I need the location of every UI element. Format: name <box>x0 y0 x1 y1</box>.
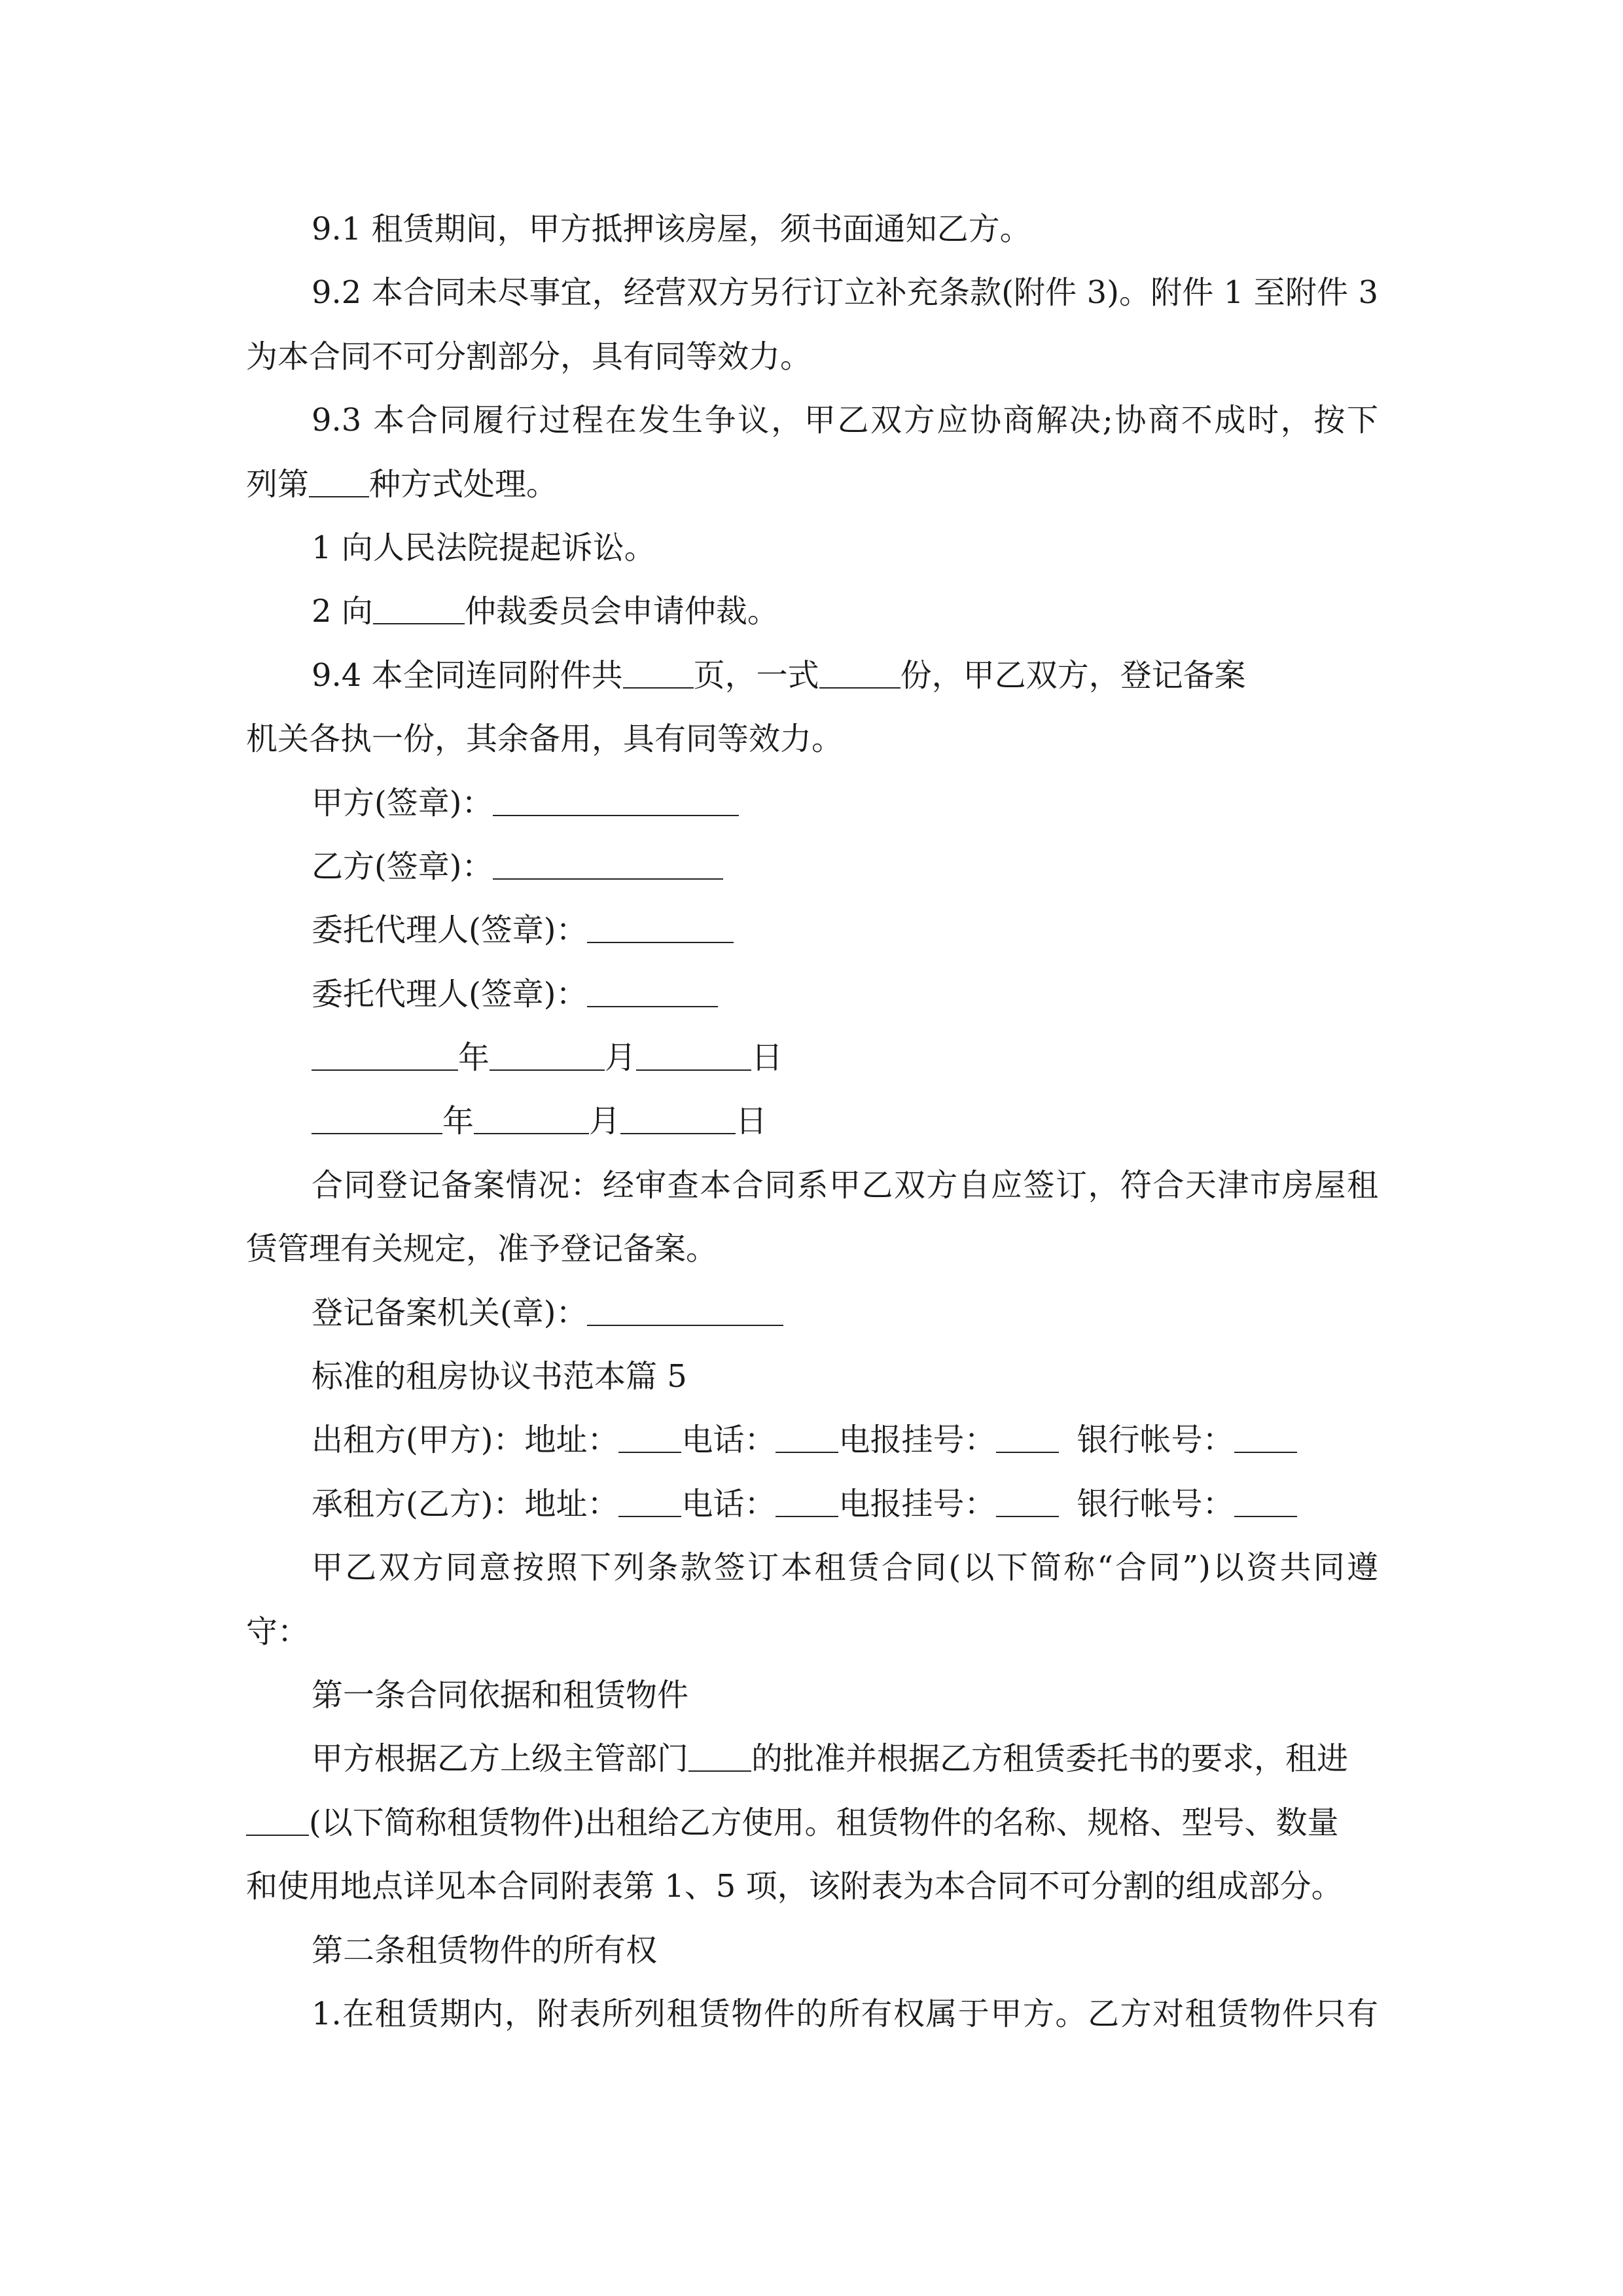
lessor-info <box>246 1408 1378 1472</box>
phone-blank[interactable] <box>776 1451 838 1453</box>
clause-9-3: 9.3 本合同履行过程在发生争议，甲乙双方应协商解决;协商不成时，按下 <box>312 402 1378 439</box>
text: 出租方(甲方)：地址： <box>312 1422 619 1459</box>
signature-blank[interactable] <box>493 814 739 816</box>
blank-field[interactable] <box>623 687 694 689</box>
text: 2 向 <box>312 593 373 630</box>
text: 年 <box>458 1039 490 1077</box>
text: 承租方(乙方)：地址： <box>312 1485 619 1522</box>
telegram-blank[interactable] <box>996 1451 1059 1453</box>
text: 的批准并根据乙方租赁委托书的要求，租进 <box>751 1740 1349 1778</box>
text: 委托代理人(签章)： <box>312 975 588 1013</box>
text: 仲裁委员会申请仲裁。 <box>464 593 779 630</box>
signature-blank[interactable] <box>587 1005 718 1007</box>
year-blank[interactable] <box>312 1132 442 1134</box>
article-2-item-1: 1.在租赁期内，附表所列租赁物件的所有权属于甲方。乙方对租赁物件只有 <box>312 1995 1378 2032</box>
registration-status: 合同登记备案情况：经审查本合同系甲乙双方自应签订，符合天津市房屋租 <box>312 1166 1378 1204</box>
text: 电话： <box>681 1422 776 1459</box>
text: 电报挂号： <box>838 1485 996 1522</box>
option-2 <box>246 580 1378 643</box>
text: 页，一式 <box>693 656 819 694</box>
agreement-intro-cont: 守： <box>246 1613 310 1650</box>
text: 乙方(签章)： <box>312 848 493 885</box>
agreement-intro: 甲乙双方同意按照下列条款签订本租赁合同(以下简称“合同”)以资共同遵 <box>312 1549 1378 1587</box>
text: 银行帐号： <box>1077 1485 1234 1522</box>
address-blank[interactable] <box>618 1451 681 1453</box>
bank-account-blank[interactable] <box>1234 1451 1297 1453</box>
clause-9-3-cont <box>246 453 1378 516</box>
party-b-signature <box>246 835 1378 899</box>
text: 委托代理人(签章)： <box>312 912 588 949</box>
section-title: 标准的租房协议书范本篇 5 <box>312 1358 687 1395</box>
text: 种方式处理。 <box>369 465 558 503</box>
signature-blank[interactable] <box>493 878 723 880</box>
text: (以下简称租赁物件)出租给乙方使用。租赁物件的名称、规格、型号、数量 <box>309 1804 1339 1841</box>
party-a-signature <box>246 772 1378 835</box>
clause-9-4-cont: 机关各执一份，其余备用，具有同等效力。 <box>246 721 844 758</box>
article-1-body-cont <box>246 1791 1378 1855</box>
text: 份，甲乙双方，登记备案 <box>900 656 1246 694</box>
text: 月 <box>605 1039 637 1077</box>
year-blank[interactable] <box>312 1069 458 1071</box>
document-page <box>246 198 1378 2046</box>
text: 银行帐号： <box>1077 1422 1234 1459</box>
article-1-title: 第一条合同依据和租赁物件 <box>312 1676 689 1713</box>
day-blank[interactable] <box>636 1069 751 1071</box>
agent-signature-1 <box>246 899 1378 962</box>
clause-9-4 <box>246 644 1378 708</box>
signature-blank[interactable] <box>587 941 734 943</box>
blank-field[interactable] <box>373 622 465 624</box>
text: 列第 <box>246 465 310 503</box>
registration-authority <box>246 1282 1378 1345</box>
blank-field[interactable] <box>688 1770 751 1772</box>
article-1-body-cont2: 和使用地点详见本合同附表第 1、5 项，该附表为本合同不可分割的组成部分。 <box>246 1868 1343 1905</box>
seal-blank[interactable] <box>587 1324 783 1326</box>
text: 月 <box>589 1103 621 1140</box>
article-2-title: 第二条租赁物件的所有权 <box>312 1931 658 1969</box>
agent-signature-2 <box>246 963 1378 1026</box>
text: 年 <box>442 1103 474 1140</box>
blank-field[interactable] <box>819 687 901 689</box>
text: 9.4 本全同连同附件共 <box>312 656 623 694</box>
blank-field[interactable] <box>246 1834 309 1836</box>
text: 登记备案机关(章)： <box>312 1294 588 1331</box>
bank-account-blank[interactable] <box>1234 1515 1297 1517</box>
phone-blank[interactable] <box>776 1515 838 1517</box>
date-line-1 <box>246 1026 1378 1090</box>
text: 电报挂号： <box>838 1422 996 1459</box>
telegram-blank[interactable] <box>996 1515 1059 1517</box>
blank-field[interactable] <box>309 495 369 497</box>
clause-9-2-cont: 为本合同不可分割部分，具有同等效力。 <box>246 338 812 375</box>
text: 日 <box>736 1103 768 1140</box>
text: 甲方根据乙方上级主管部门 <box>312 1740 689 1778</box>
registration-status-cont: 赁管理有关规定，准予登记备案。 <box>246 1230 718 1268</box>
address-blank[interactable] <box>618 1515 681 1517</box>
date-line-2 <box>246 1090 1378 1153</box>
option-1: 1 向人民法院提起诉讼。 <box>312 529 656 566</box>
text: 电话： <box>681 1485 776 1522</box>
day-blank[interactable] <box>620 1132 736 1134</box>
clause-9-2: 9.2 本合同未尽事宜，经营双方另行订立补充条款(附件 3)。附件 1 至附件 3 <box>312 274 1378 312</box>
lessee-info <box>246 1473 1378 1536</box>
text: 日 <box>751 1039 783 1077</box>
article-1-body <box>246 1727 1378 1791</box>
clause-9-1: 9.1 租赁期间，甲方抵押该房屋，须书面通知乙方。 <box>312 211 1031 247</box>
month-blank[interactable] <box>474 1132 589 1134</box>
month-blank[interactable] <box>490 1069 605 1071</box>
text: 甲方(签章)： <box>312 784 493 821</box>
